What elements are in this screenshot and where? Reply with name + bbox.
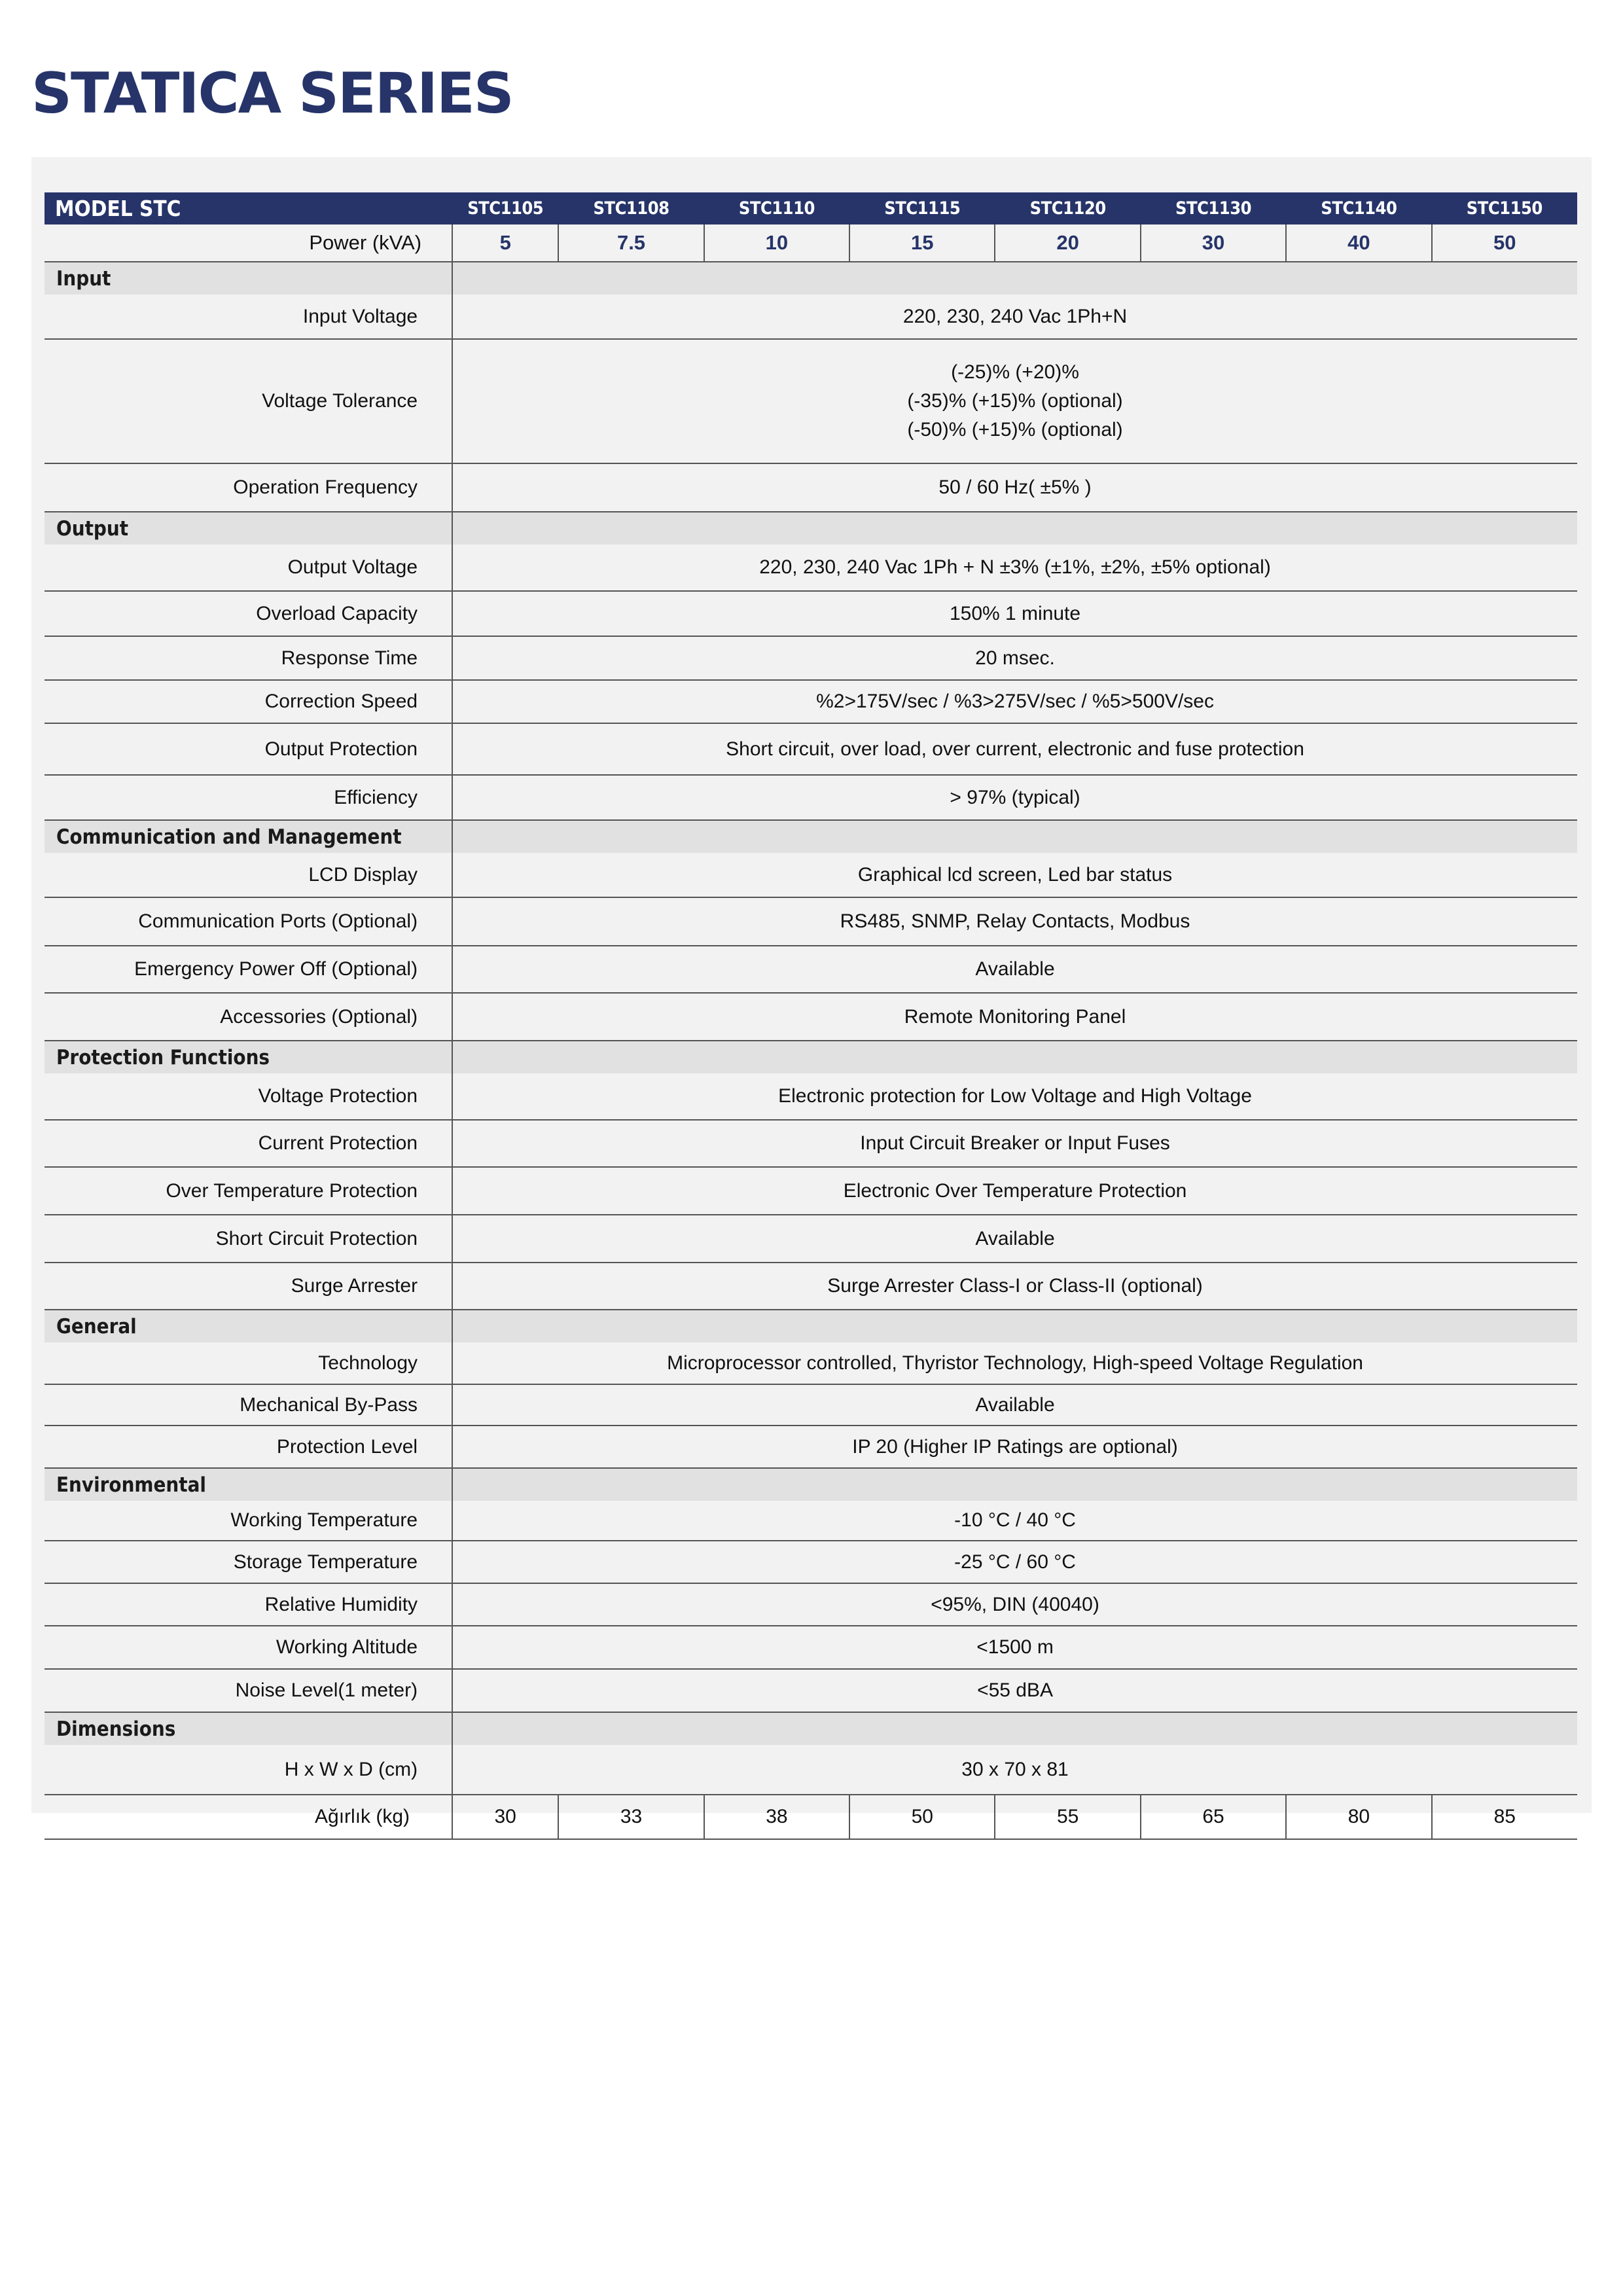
spec-label: Storage Temperature — [45, 1541, 452, 1583]
spec-value: Available — [452, 946, 1577, 993]
spec-value: RS485, SNMP, Relay Contacts, Modbus — [452, 897, 1577, 946]
section-title: General — [45, 1310, 452, 1342]
section-header — [45, 262, 1577, 295]
spec-row — [45, 853, 1577, 897]
spec-row — [45, 1384, 1577, 1426]
spec-value: Electronic protection for Low Voltage and High Voltage — [452, 1073, 1577, 1120]
spec-row — [45, 1669, 1577, 1712]
spec-label: Working Altitude — [45, 1626, 452, 1669]
section-title: Input — [45, 262, 452, 295]
spec-value: Available — [452, 1384, 1577, 1426]
power-value: 15 — [849, 224, 995, 262]
spec-value: Microprocessor controlled, Thyristor Technology, High-speed Voltage Regulation — [452, 1342, 1577, 1384]
spec-value: 30 x 70 x 81 — [961, 1758, 1069, 1780]
section-title: Output — [45, 512, 452, 545]
spec-label: Surge Arrester — [45, 1263, 452, 1310]
spec-body — [45, 262, 1577, 1795]
spec-row — [45, 463, 1577, 512]
spec-row — [45, 636, 1577, 680]
model-header-row — [45, 192, 1577, 224]
spec-label: Voltage Protection — [45, 1073, 452, 1120]
spec-row — [45, 1215, 1577, 1263]
model-header-cell: STC1105 — [452, 192, 558, 224]
section-header — [45, 1712, 1577, 1745]
spec-row — [45, 1263, 1577, 1310]
spec-label: Accessories (Optional) — [45, 993, 452, 1041]
section-fill — [452, 262, 1577, 295]
spec-row — [45, 680, 1577, 723]
spec-label: Response Time — [45, 636, 452, 680]
weight-value: 65 — [1141, 1795, 1286, 1839]
power-value: 30 — [1141, 224, 1286, 262]
spec-row — [45, 723, 1577, 775]
spec-label: Input Voltage — [45, 295, 452, 339]
power-value: 7.5 — [558, 224, 704, 262]
weight-row — [45, 1795, 1577, 1839]
spec-value: -10 °C / 40 °C — [452, 1501, 1577, 1541]
spec-row — [45, 1745, 1577, 1795]
model-header-cell: STC1108 — [558, 192, 704, 224]
weight-value: 38 — [704, 1795, 849, 1839]
spec-row — [45, 1426, 1577, 1468]
spec-row — [45, 1541, 1577, 1583]
spec-label: Protection Level — [45, 1426, 452, 1468]
weight-value: 50 — [849, 1795, 995, 1839]
spec-label: Communication Ports (Optional) — [45, 897, 452, 946]
spec-value: IP 20 (Higher IP Ratings are optional) — [452, 1426, 1577, 1468]
spec-value: Input Circuit Breaker or Input Fuses — [452, 1120, 1577, 1167]
model-header-cell: STC1150 — [1432, 192, 1577, 224]
weight-value: 80 — [1286, 1795, 1431, 1839]
spec-table — [45, 192, 1577, 1840]
spec-label: Working Temperature — [45, 1501, 452, 1541]
spec-row — [45, 545, 1577, 591]
section-header — [45, 820, 1577, 853]
power-label: Power (kVA) — [45, 224, 452, 262]
section-fill — [452, 512, 1577, 545]
spec-value: -25 °C / 60 °C — [452, 1541, 1577, 1583]
spec-value: 220, 230, 240 Vac 1Ph+N — [452, 295, 1577, 339]
spec-row — [45, 1342, 1577, 1384]
spec-row — [45, 1626, 1577, 1669]
spec-value: Remote Monitoring Panel — [452, 993, 1577, 1041]
spec-label: Operation Frequency — [45, 463, 452, 512]
weight-value: 85 — [1432, 1795, 1577, 1839]
spec-row — [45, 897, 1577, 946]
spec-value: Surge Arrester Class-I or Class-II (optional) — [452, 1263, 1577, 1310]
spec-value: (-25)% (+20)% (-35)% (+15)% (optional) (-50)% (+15)% (optional) — [452, 339, 1577, 463]
section-title: Communication and Management — [45, 820, 452, 853]
spec-label: Output Voltage — [45, 545, 452, 591]
spec-label: H x W x D (cm) — [45, 1745, 452, 1795]
spec-row — [45, 295, 1577, 339]
model-header-cell: STC1115 — [849, 192, 995, 224]
spec-label: Emergency Power Off (Optional) — [45, 946, 452, 993]
weight-value: 33 — [558, 1795, 704, 1839]
spec-value: <55 dBA — [452, 1669, 1577, 1712]
section-header — [45, 512, 1577, 545]
spec-row — [45, 946, 1577, 993]
spec-value: <1500 m — [452, 1626, 1577, 1669]
section-header — [45, 1310, 1577, 1342]
section-header — [45, 1041, 1577, 1073]
spec-value: Short circuit, over load, over current, electronic and fuse protection — [452, 723, 1577, 775]
spec-row — [45, 775, 1577, 820]
spec-value: Electronic Over Temperature Protection — [452, 1167, 1577, 1215]
model-header-cell: STC1140 — [1286, 192, 1431, 224]
section-fill — [452, 1712, 1577, 1745]
section-title: Protection Functions — [45, 1041, 452, 1073]
spec-label: Short Circuit Protection — [45, 1215, 452, 1263]
section-fill — [452, 1041, 1577, 1073]
spec-label: Voltage Tolerance — [45, 339, 452, 463]
power-value: 40 — [1286, 224, 1431, 262]
spec-label: Mechanical By-Pass — [45, 1384, 452, 1426]
spec-value: Available — [452, 1215, 1577, 1263]
weight-label: Ağırlık (kg) — [45, 1795, 452, 1839]
spec-row — [45, 1120, 1577, 1167]
section-fill — [452, 1468, 1577, 1501]
section-title: Dimensions — [45, 1712, 452, 1745]
spec-row — [45, 591, 1577, 636]
weight-value: 55 — [995, 1795, 1140, 1839]
spec-row — [45, 1501, 1577, 1541]
power-value: 20 — [995, 224, 1140, 262]
spec-value: 220, 230, 240 Vac 1Ph + N ±3% (±1%, ±2%, ±5% optional) — [452, 545, 1577, 591]
power-value: 5 — [452, 224, 558, 262]
spec-label: Over Temperature Protection — [45, 1167, 452, 1215]
spec-row — [45, 1073, 1577, 1120]
power-row — [45, 224, 1577, 262]
spec-label: Efficiency — [45, 775, 452, 820]
section-header — [45, 1468, 1577, 1501]
spec-label: Current Protection — [45, 1120, 452, 1167]
spec-value: 50 / 60 Hz( ±5% ) — [452, 463, 1577, 512]
section-fill — [452, 1310, 1577, 1342]
spec-label: Correction Speed — [45, 680, 452, 723]
spec-value: 20 msec. — [452, 636, 1577, 680]
model-header-label: MODEL STC — [45, 192, 452, 224]
spec-value: > 97% (typical) — [452, 775, 1577, 820]
section-title: Environmental — [45, 1468, 452, 1501]
power-value: 50 — [1432, 224, 1577, 262]
spec-label: Relative Humidity — [45, 1583, 452, 1626]
model-header-cell: STC1130 — [1141, 192, 1286, 224]
spec-value: 150% 1 minute — [452, 591, 1577, 636]
spec-label: Technology — [45, 1342, 452, 1384]
model-header-cell: STC1110 — [704, 192, 849, 224]
spec-row — [45, 339, 1577, 463]
spec-row — [45, 1167, 1577, 1215]
spec-label: Overload Capacity — [45, 591, 452, 636]
spec-label: LCD Display — [45, 853, 452, 897]
spec-label: Noise Level(1 meter) — [45, 1669, 452, 1712]
spec-row — [45, 1583, 1577, 1626]
spec-value: %2>175V/sec / %3>275V/sec / %5>500V/sec — [452, 680, 1577, 723]
page-title: STATICA SERIES — [31, 61, 513, 126]
power-value: 10 — [704, 224, 849, 262]
section-fill — [452, 820, 1577, 853]
spec-row — [45, 993, 1577, 1041]
spec-label: Output Protection — [45, 723, 452, 775]
spec-value: <95%, DIN (40040) — [452, 1583, 1577, 1626]
weight-value: 30 — [452, 1795, 558, 1839]
spec-value: Graphical lcd screen, Led bar status — [452, 853, 1577, 897]
model-header-cell: STC1120 — [995, 192, 1140, 224]
